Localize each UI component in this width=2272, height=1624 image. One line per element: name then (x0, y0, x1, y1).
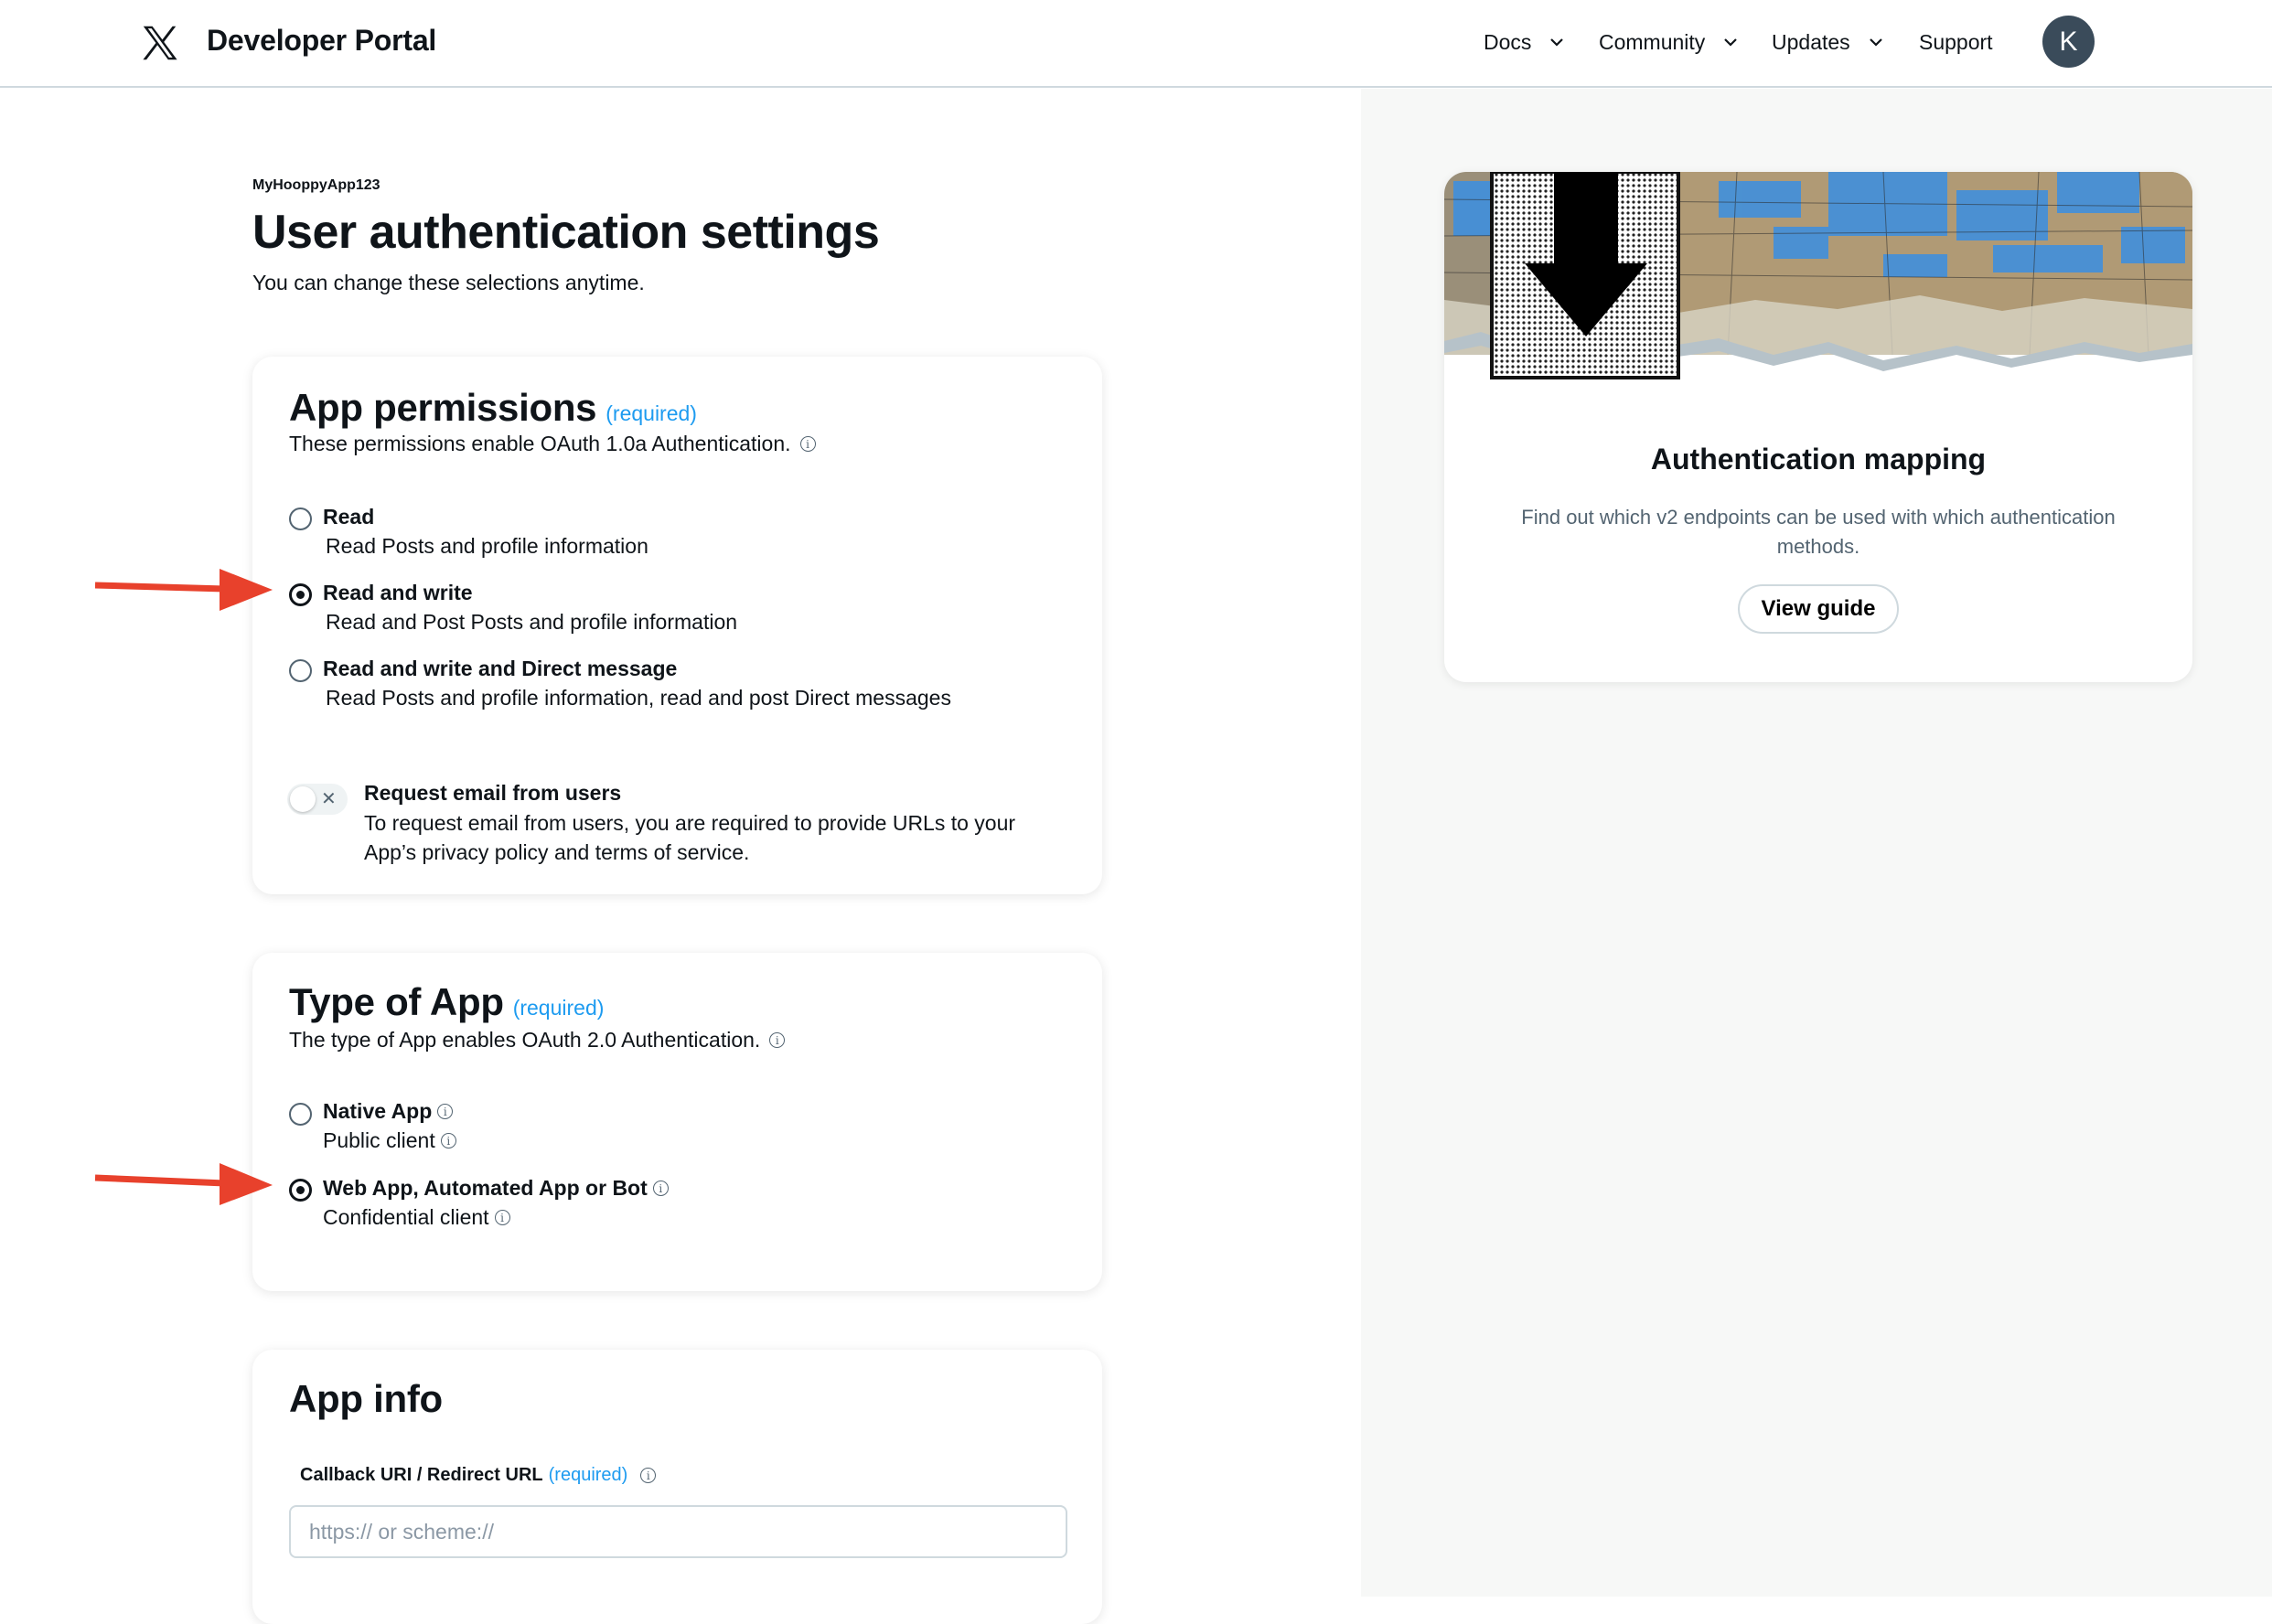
option-native-app-desc (323, 1128, 456, 1153)
native-app-desc-text: Public client (323, 1128, 435, 1152)
nav-updates-label: Updates (1772, 29, 1850, 54)
nav-docs-label: Docs (1484, 29, 1532, 54)
nav-community-label: Community (1599, 29, 1706, 54)
page-title: User authentication settings (252, 206, 880, 259)
top-bar (0, 0, 2272, 88)
guide-banner-illustration (1444, 172, 2192, 382)
nav-updates[interactable] (1772, 24, 1885, 60)
option-read-write-dm-desc: Read Posts and profile information, read and post Direct messages (326, 686, 951, 710)
type-of-app-card (252, 953, 1102, 1291)
view-guide-button[interactable]: View guide (1738, 584, 1899, 634)
option-read-label[interactable]: Read (323, 505, 375, 529)
required-tag: (required) (606, 401, 697, 425)
option-web-app-label[interactable] (323, 1176, 669, 1201)
app-info-card (252, 1350, 1102, 1624)
chevron-down-icon (1867, 33, 1885, 51)
radio-read[interactable] (289, 508, 312, 530)
chevron-down-icon (1721, 33, 1740, 51)
info-icon[interactable]: i (495, 1210, 510, 1225)
nav-docs[interactable] (1484, 24, 1566, 60)
type-of-app-subtitle (289, 1028, 785, 1052)
info-icon[interactable]: i (437, 1104, 453, 1119)
radio-web-app[interactable] (289, 1179, 312, 1202)
guide-card (1444, 172, 2192, 682)
app-permissions-subtitle (289, 432, 816, 456)
app-permissions-heading: App permissions (289, 386, 597, 429)
app-permissions-title (289, 386, 697, 430)
radio-native-app[interactable] (289, 1103, 312, 1126)
toggle-knob (290, 786, 316, 812)
info-icon[interactable]: i (800, 436, 816, 452)
required-tag: (required) (548, 1465, 628, 1485)
type-of-app-subtitle-text: The type of App enables OAuth 2.0 Authentication. (289, 1028, 761, 1052)
request-email-desc: To request email from users, you are required to provide URLs to your App’s privacy policy and terms of service. (364, 811, 1016, 864)
option-read-and-write-desc: Read and Post Posts and profile information (326, 610, 738, 634)
app-info-title: App info (289, 1377, 443, 1420)
option-native-app-label[interactable] (323, 1099, 453, 1124)
avatar[interactable]: K (2042, 16, 2095, 68)
native-app-text: Native App (323, 1099, 433, 1123)
app-name: MyHooppyApp123 (252, 177, 380, 193)
callback-url-input[interactable] (289, 1505, 1067, 1558)
guide-title: Authentication mapping (1650, 443, 1987, 475)
radio-read-write-dm[interactable] (289, 659, 312, 682)
chevron-down-icon (1548, 33, 1566, 51)
app-permissions-subtitle-text: These permissions enable OAuth 1.0a Authentication. (289, 432, 791, 455)
nav-community[interactable] (1599, 24, 1740, 60)
info-icon[interactable]: i (653, 1181, 669, 1196)
nav-support[interactable] (1919, 24, 1993, 60)
request-email-toggle[interactable] (287, 784, 348, 815)
request-email-title: Request email from users (364, 781, 622, 805)
info-icon[interactable]: i (640, 1468, 656, 1483)
page-subtitle: You can change these selections anytime. (252, 271, 645, 294)
option-read-desc: Read Posts and profile information (326, 534, 648, 558)
type-of-app-heading: Type of App (289, 980, 504, 1023)
option-web-app-desc (323, 1205, 510, 1230)
callback-url-label-text: Callback URI / Redirect URL (300, 1465, 543, 1485)
close-icon: ✕ (321, 789, 337, 809)
type-of-app-title (289, 980, 604, 1024)
info-icon[interactable]: i (441, 1133, 456, 1149)
annotation-arrow-icon (91, 1158, 274, 1209)
guide-text: Find out which v2 endpoints can be used with which authentication methods. (1521, 506, 2116, 558)
radio-read-and-write[interactable] (289, 583, 312, 606)
nav-support-label: Support (1919, 29, 1993, 54)
brand-title[interactable]: Developer Portal (207, 24, 437, 57)
app-permissions-card (252, 357, 1102, 894)
callback-url-label (300, 1465, 656, 1486)
x-logo-icon[interactable] (139, 22, 181, 64)
annotation-arrow-icon (91, 563, 274, 614)
info-icon[interactable]: i (769, 1032, 785, 1048)
web-app-desc-text: Confidential client (323, 1205, 489, 1229)
option-read-write-dm-label[interactable]: Read and write and Direct message (323, 657, 678, 680)
required-tag: (required) (512, 996, 605, 1020)
option-read-and-write-label[interactable]: Read and write (323, 581, 473, 604)
web-app-text: Web App, Automated App or Bot (323, 1176, 648, 1200)
